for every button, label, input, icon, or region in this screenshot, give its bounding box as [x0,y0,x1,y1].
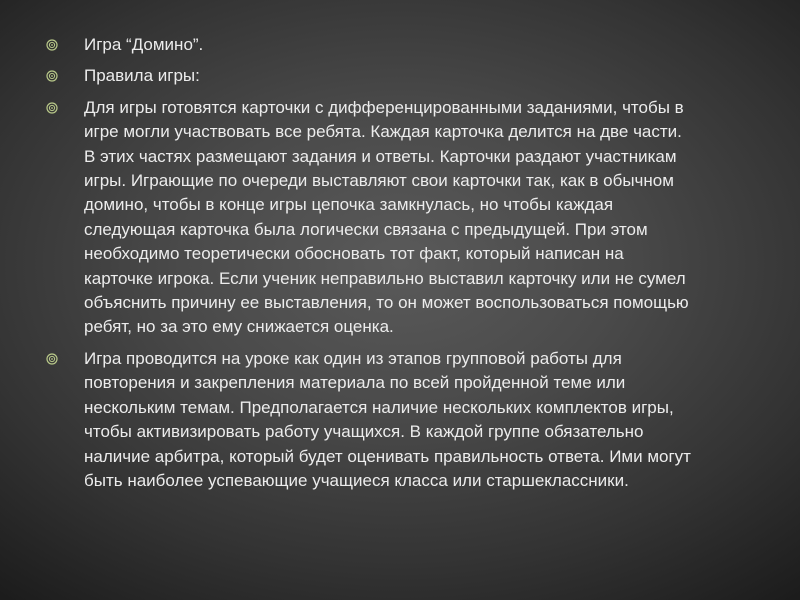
target-bullet-icon [46,70,58,82]
bullet-item [46,64,696,88]
target-bullet-icon [46,102,58,114]
target-bullet-icon [46,353,58,365]
bullet-list [46,33,696,500]
bullet-text: Для игры готовятся карточки с дифференцированными заданиями, чтобы в игре могли участвовать все ребята. Каждая карточка делится на две части. В этих частях размещают задания и ответы. Карточки раздают участникам игры. Играющие по очереди выставляют свои карточки так, как в обычном домино, чтобы в конце игры цепочка замкнулась, но чтобы каждая следующая карточка была логически связана с предыдущей. При этом необходимо теоретически обосновать тот факт, который написан на карточке игрока. Если ученик неправильно выставил карточку или не сумел объяснить причину ее выставления, то он может воспользоваться помощью ребят, но за это ему снижается оценка. [84,97,689,337]
target-bullet-icon [46,39,58,51]
bullet-item [46,96,696,340]
bullet-text: Игра проводится на уроке как один из этапов групповой работы для повторения и закрепления материала по всей пройденной теме или нескольким темам. Предполагается наличие нескольких комплектов игры, чтобы активизировать работу учащихся. В каждой группе обязательно наличие арбитра, который будет оценивать правильность ответа. Ими могут быть наиболее успевающие учащиеся класса или старшеклассники. [84,348,691,490]
bullet-text: Правила игры: [84,66,200,86]
bullet-item [46,347,696,493]
bullet-item [46,33,696,57]
bullet-text: Игра “Домино”. [84,35,204,54]
